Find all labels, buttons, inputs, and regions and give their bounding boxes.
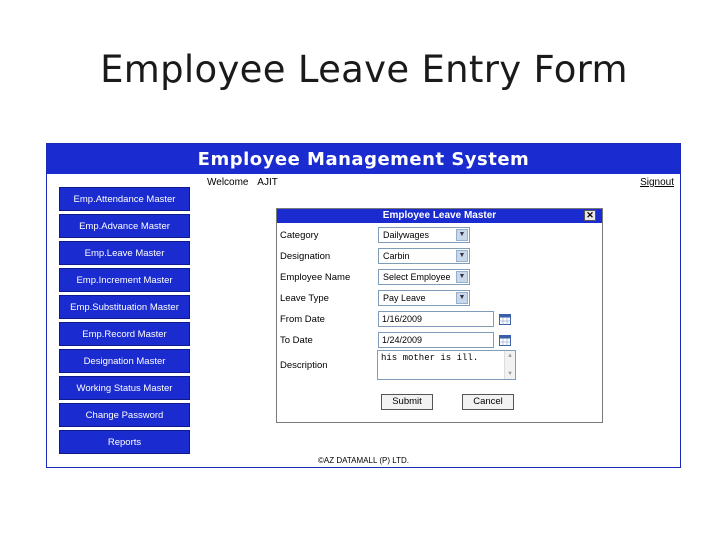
employee-name-label: Employee Name bbox=[280, 272, 351, 283]
description-value: his mother is ill. bbox=[381, 353, 479, 363]
footer-copyright: ©AZ DATAMALL (P) LTD. bbox=[318, 456, 409, 465]
sidebar-item-increment-master[interactable]: Emp.Increment Master bbox=[59, 268, 190, 292]
signout-link[interactable]: Signout bbox=[640, 177, 674, 188]
employee-name-select[interactable] bbox=[378, 269, 470, 285]
category-value: Dailywages bbox=[383, 230, 430, 240]
sidebar-item-leave-master[interactable]: Emp.Leave Master bbox=[59, 241, 190, 265]
cancel-button[interactable]: Cancel bbox=[462, 394, 514, 410]
user-name: AJIT bbox=[257, 177, 278, 188]
sidebar-item-change-password[interactable]: Change Password bbox=[59, 403, 190, 427]
chevron-down-icon[interactable]: ▼ bbox=[456, 271, 468, 283]
submit-button[interactable]: Submit bbox=[381, 394, 433, 410]
sidebar bbox=[59, 187, 190, 457]
sidebar-item-attendance-master[interactable]: Emp.Attendance Master bbox=[59, 187, 190, 211]
welcome-row bbox=[207, 177, 278, 188]
leave-type-value: Pay Leave bbox=[383, 293, 426, 303]
app-header-title: Employee Management System bbox=[47, 144, 680, 174]
scroll-down-icon[interactable]: ▼ bbox=[508, 370, 512, 377]
sidebar-item-working-status-master[interactable]: Working Status Master bbox=[59, 376, 190, 400]
slide-title: Employee Leave Entry Form bbox=[100, 48, 628, 91]
calendar-icon[interactable] bbox=[499, 334, 511, 346]
dialog-title: Employee Leave Master bbox=[382, 210, 497, 221]
chevron-down-icon[interactable]: ▼ bbox=[456, 229, 468, 241]
sidebar-item-reports[interactable]: Reports bbox=[59, 430, 190, 454]
calendar-icon[interactable] bbox=[499, 313, 511, 325]
dialog-title-bar bbox=[277, 209, 602, 223]
leave-type-label: Leave Type bbox=[280, 293, 329, 304]
category-label: Category bbox=[280, 230, 319, 241]
sidebar-item-substituation-master[interactable]: Emp.Substituation Master bbox=[59, 295, 190, 319]
description-textarea[interactable] bbox=[377, 350, 516, 380]
category-select[interactable] bbox=[378, 227, 470, 243]
leave-type-select[interactable] bbox=[378, 290, 470, 306]
designation-value: Carbin bbox=[383, 251, 410, 261]
designation-select[interactable] bbox=[378, 248, 470, 264]
from-date-label: From Date bbox=[280, 314, 325, 325]
employee-name-value: Select Employee bbox=[383, 272, 451, 282]
description-scrollbar[interactable] bbox=[504, 351, 515, 379]
to-date-input[interactable]: 1/24/2009 bbox=[378, 332, 494, 348]
app-window bbox=[46, 143, 681, 468]
welcome-label: Welcome bbox=[207, 177, 249, 188]
scroll-up-icon[interactable]: ▲ bbox=[508, 352, 512, 359]
description-label: Description bbox=[280, 360, 328, 371]
chevron-down-icon[interactable]: ▼ bbox=[456, 292, 468, 304]
from-date-input[interactable]: 1/16/2009 bbox=[378, 311, 494, 327]
leave-master-dialog bbox=[276, 208, 603, 423]
close-icon[interactable]: ✕ bbox=[584, 210, 596, 221]
sidebar-item-record-master[interactable]: Emp.Record Master bbox=[59, 322, 190, 346]
sidebar-item-designation-master[interactable]: Designation Master bbox=[59, 349, 190, 373]
to-date-label: To Date bbox=[280, 335, 313, 346]
chevron-down-icon[interactable]: ▼ bbox=[456, 250, 468, 262]
designation-label: Designation bbox=[280, 251, 331, 262]
sidebar-item-advance-master[interactable]: Emp.Advance Master bbox=[59, 214, 190, 238]
